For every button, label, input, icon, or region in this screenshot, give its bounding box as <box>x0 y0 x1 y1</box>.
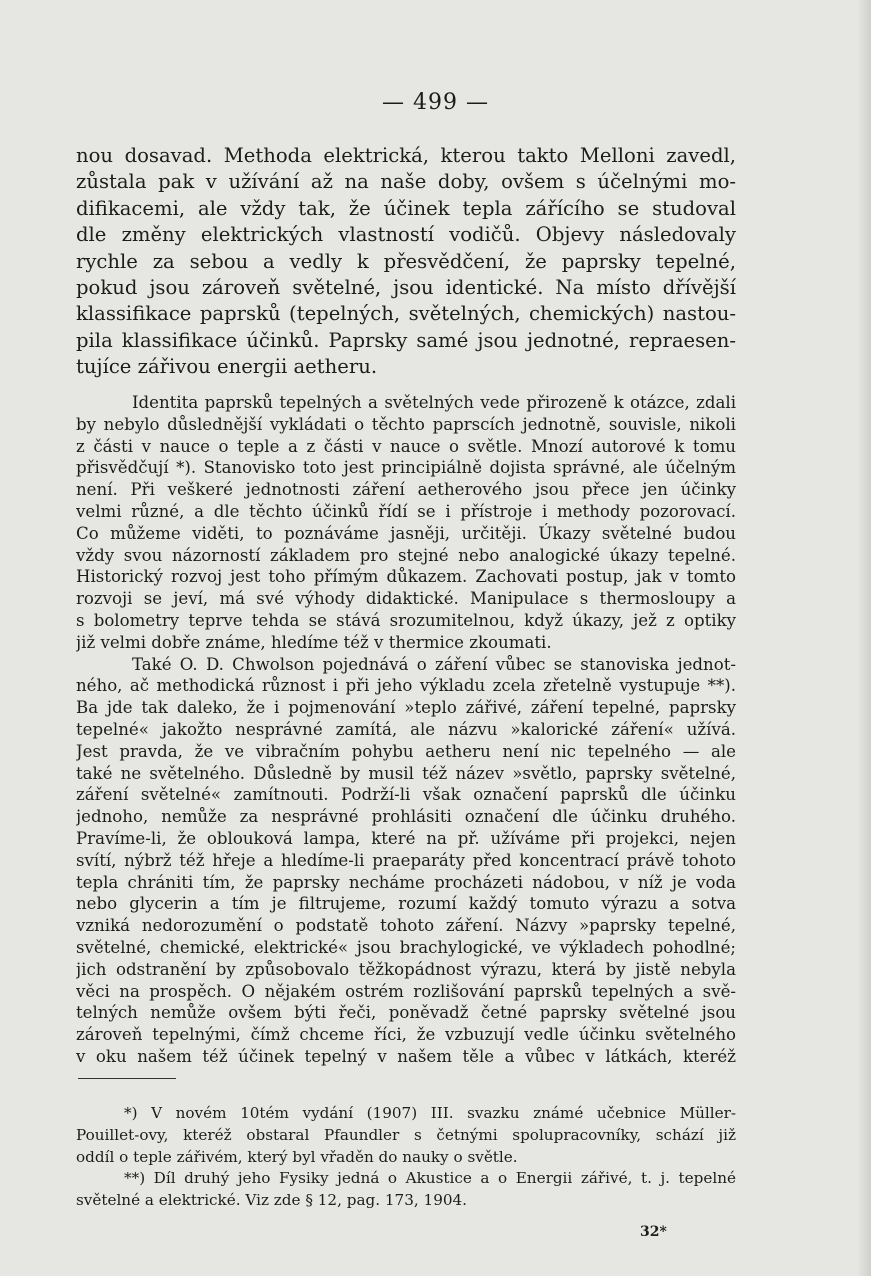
footnotes <box>76 1103 736 1212</box>
footnote-divider <box>78 1078 176 1079</box>
text-line: ného, ač methodická různost i při jeho výkladu zcela zřetelně vystupuje **). <box>76 676 736 696</box>
text-line: tepelné« jakožto nesprávné zamítá, ale názvu »kalorické záření« užívá. <box>76 719 736 739</box>
text-line: již velmi dobře známe, hledíme též v thermice zkoumati. <box>76 632 552 652</box>
text-line: jich odstranění by způsobovalo těžkopádnost výrazu, která by jistě nebyla <box>76 959 736 979</box>
lead-paragraph <box>76 143 736 381</box>
footnote-line: světelné a elektrické. Viz zde § 12, pag. 173, 1904. <box>76 1191 468 1210</box>
text-line: nebo glycerin a tím je filtrujeme, rozumí každý tomuto výrazu a sotva <box>76 894 736 914</box>
text-line: pila klassifikace účinků. Paprsky samé jsou jednotné, repraesen- <box>76 328 736 352</box>
text-line: v oku našem též účinek tepelný v našem těle a vůbec v látkách, kteréž <box>76 1046 736 1066</box>
text-line: nou dosavad. Methoda elektrická, kterou takto Melloni zavedl, <box>76 144 736 167</box>
text-line: záření světelné« zamítnouti. Podrží-li však označení paprsků dle účinku <box>76 785 736 805</box>
text-line: Ba jde tak daleko, že i pojmenování »teplo zářivé, záření tepelné, paprsky <box>76 698 736 718</box>
text-line: by nebylo důslednější vykládati o těchto paprscích jednotně, souvisle, nikoli <box>76 414 736 434</box>
text-line: svítí, nýbrž též hřeje a hledíme-li praeparáty před koncentrací právě tohoto <box>76 850 736 870</box>
text-line: také ne světelného. Důsledně by musil též název »světlo, paprsky světelné, <box>76 763 736 783</box>
text-line: vzniká nedorozumění o podstatě tohoto záření. Názvy »paprsky tepelné, <box>76 916 736 936</box>
text-line: zároveň tepelnými, čímž chceme říci, že vzbuzují vedle účinku světelného <box>76 1025 736 1045</box>
text-line: Identita paprsků tepelných a světelných vede přirozeně k otázce, zdali <box>132 393 736 412</box>
text-line: velmi různé, a dle těchto účinků řídí se i přístroje i methody pozorovací. <box>76 501 736 521</box>
text-line: není. Při veškeré jednotnosti záření aetherového jsou přece jen účinky <box>76 480 736 500</box>
text-line: tujíce zářivou energii aetheru. <box>76 355 378 379</box>
footnote-line: **) Díl druhý jeho Fysiky jedná o Akustice a o Energii zářivé, t. j. tepelné <box>124 1169 736 1188</box>
text-line: Co můžeme viděti, to poznáváme jasněji, určitěji. Úkazy světelné budou <box>76 523 736 543</box>
text-line: dle změny elektrických vlastností vodičů. Objevy následovaly <box>76 223 736 247</box>
text-line: Jest pravda, že ve vibračním pohybu aetheru není nic tepelného — ale <box>76 741 736 761</box>
text-line: přisvědčují *). Stanovisko toto jest principiálně dojista správné, ale účelným <box>76 458 736 478</box>
footnote-line: Pouillet-ovy, kteréž obstaral Pfaundler s četnými spolupracovníky, schází již <box>76 1125 736 1144</box>
text-line: s bolometry teprve tehda se stává srozumitelnou, když úkazy, jež z optiky <box>76 610 736 630</box>
text-line: věci na prospěch. O nějakém ostrém rozlišování paprsků tepelných a svě- <box>76 981 736 1001</box>
text-line: rozvoji se jeví, má své výhody didaktické. Manipulace s thermosloupy a <box>76 589 736 609</box>
text-line: Pravíme-li, že oblouková lampa, které na př. užíváme při projekci, nejen <box>76 828 736 848</box>
text-line: světelné, chemické, elektrické« jsou brachylogické, ve výkladech pohodlné; <box>76 937 736 957</box>
footnote-line: *) V novém 10tém vydání (1907) III. svazku známé učebnice Müller- <box>124 1104 736 1122</box>
text-line: z části v nauce o teple a z části v nauce o světle. Mnozí autorové k tomu <box>76 436 736 456</box>
text-line: jednoho, nemůže za nesprávné prohlásiti označení dle účinku druhého. <box>76 807 736 827</box>
text-line: vždy svou názorností základem pro stejné nebo analogické úkazy tepelné. <box>76 545 736 565</box>
text-line: telných nemůže ovšem býti řeči, poněvadž četné paprsky světelné jsou <box>76 1003 736 1023</box>
text-line: Historický rozvoj jest toho přímým důkazem. Zachovati postup, jak v tomto <box>76 567 736 587</box>
text-line: zůstala pak v užívání až na naše doby, ovšem s účelnými mo- <box>76 170 736 194</box>
text-line: difikacemi, ale vždy tak, že účinek tepla zářícího se studoval <box>76 196 736 220</box>
text-line: pokud jsou zároveň světelné, jsou identické. Na místo dřívější <box>76 276 736 300</box>
printer-signature-mark: 32* <box>640 1224 667 1240</box>
footnote-line: oddíl o teple zářivém, který byl vřaděn do nauky o světle. <box>76 1147 518 1166</box>
page-edge-shadow <box>857 0 871 1276</box>
body-text <box>76 392 736 1068</box>
page-number-header: — 499 — <box>382 90 489 115</box>
text-line: rychle za sebou a vedly k přesvědčení, že paprsky tepelné, <box>76 249 736 273</box>
text-line: tepla chrániti tím, že paprsky necháme procházeti nádobou, v níž je voda <box>76 872 736 892</box>
text-line: Také O. D. Chwolson pojednává o záření vůbec se stanoviska jednot- <box>132 654 736 674</box>
text-line: klassifikace paprsků (tepelných, světelných, chemických) nastou- <box>76 302 736 326</box>
